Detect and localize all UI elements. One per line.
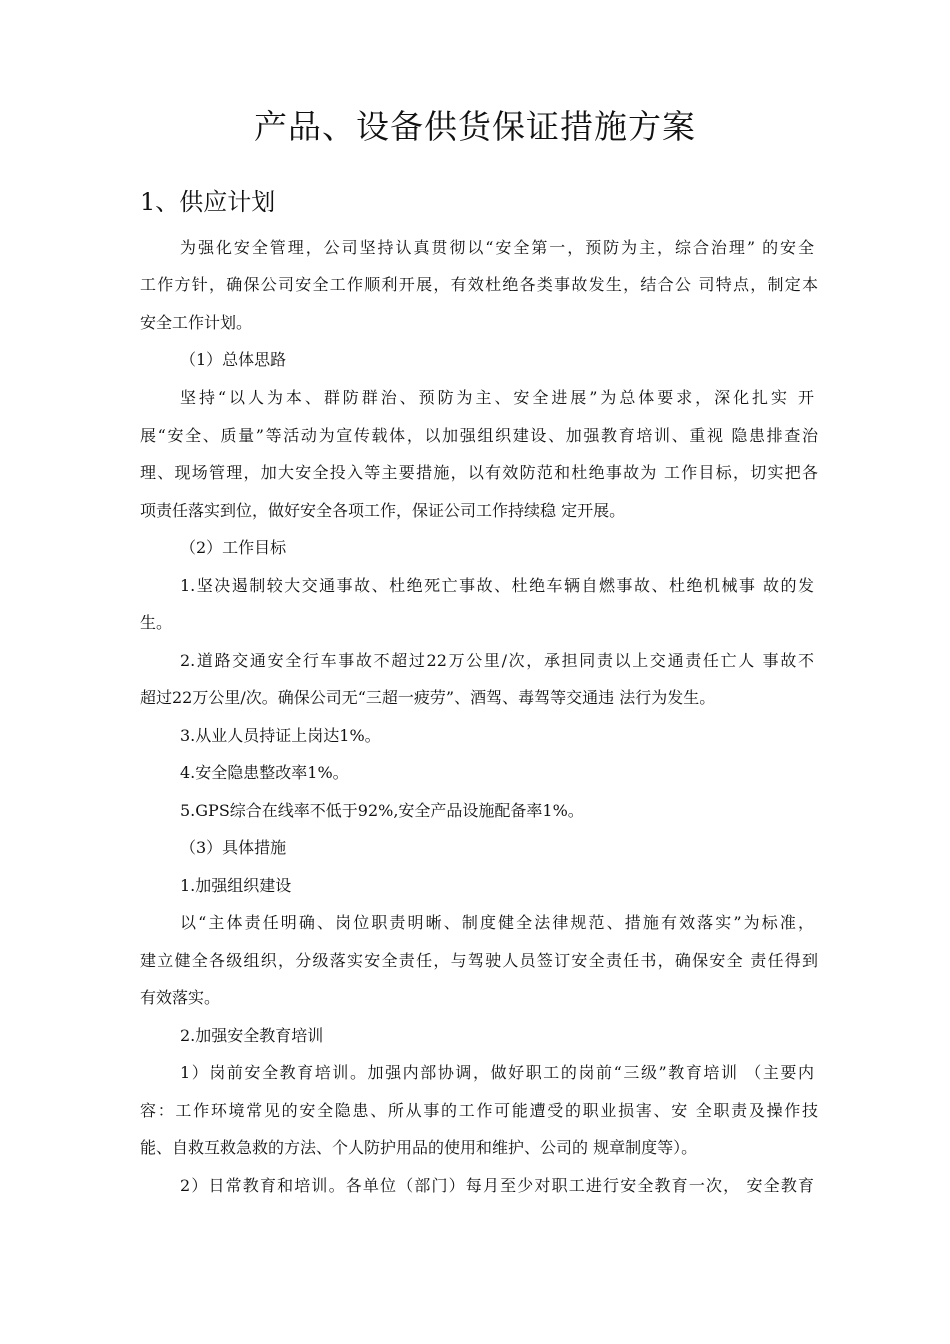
text-line: 1）岗前安全教育培训。加强内部协调，做好职工的岗前“三级”教育培训 （主要内 <box>180 1063 814 1082</box>
subheading: （3）具体措施 <box>180 838 287 857</box>
text-line: 生。 <box>140 613 173 632</box>
subheading: （1）总体思路 <box>180 350 287 369</box>
text-line: 2）日常教育和培训。各单位（部门）每月至少对职工进行安全教育一次， 安全教育 <box>180 1176 814 1195</box>
text-line: 理、现场管理，加大安全投入等主要措施，以有效防范和杜绝事故为 工作目标，切实把各 <box>140 463 818 482</box>
text-line: 工作方针，确保公司安全工作顺利开展，有效杜绝各类事故发生，结合公 司特点，制定本 <box>140 275 818 294</box>
subheading: 1.加强组织建设 <box>180 876 292 895</box>
subheading: 2.加强安全教育培训 <box>180 1026 324 1045</box>
text-line: 建立健全各级组织，分级落实安全责任，与驾驶人员签订安全责任书，确保安全 责任得到 <box>140 951 818 970</box>
text-line: 为强化安全管理，公司坚持认真贯彻以“安全第一，预防为主，综合治理” 的安全 <box>180 238 814 257</box>
text-line: 超过22万公里/次。确保公司无“三超一疲劳”、酒驾、毒驾等交通违 法行为发生。 <box>140 688 716 707</box>
text-line: 4.安全隐患整改率1%。 <box>180 763 349 782</box>
text-line: 能、自救互救急救的方法、个人防护用品的使用和维护、公司的 规章制度等）。 <box>140 1138 698 1157</box>
document-title: 产品、设备供货保证措施方案 <box>254 107 696 146</box>
subheading: （2）工作目标 <box>180 538 287 557</box>
section-heading: 1、供应计划 <box>140 188 276 216</box>
text-line: 容：工作环境常见的安全隐患、所从事的工作可能遭受的职业损害、安 全职责及操作技 <box>140 1101 818 1120</box>
text-line: 有效落实。 <box>140 988 221 1007</box>
text-line: 安全工作计划。 <box>140 313 253 332</box>
text-line: 坚持“以人为本、群防群治、预防为主、安全进展”为总体要求，深化扎实 开 <box>180 388 814 407</box>
text-line: 项责任落实到位，做好安全各项工作，保证公司工作持续稳 定开展。 <box>140 501 626 520</box>
text-line: 3.从业人员持证上岗达1%。 <box>180 726 381 745</box>
text-line: 以“主体责任明确、岗位职责明晰、制度健全法律规范、措施有效落实”为标准， <box>180 913 814 932</box>
text-line: 5.GPS综合在线率不低于92%,安全产品设施配备率1%。 <box>180 801 584 820</box>
text-line: 展“安全、质量”等活动为宣传载体，以加强组织建设、加强教育培训、重视 隐患排查治 <box>140 426 818 445</box>
text-line: 1.坚决遏制较大交通事故、杜绝死亡事故、杜绝车辆自燃事故、杜绝机械事 故的发 <box>180 576 814 595</box>
text-line: 2.道路交通安全行车事故不超过22万公里/次，承担同责以上交通责任亡人 事故不 <box>180 651 814 670</box>
